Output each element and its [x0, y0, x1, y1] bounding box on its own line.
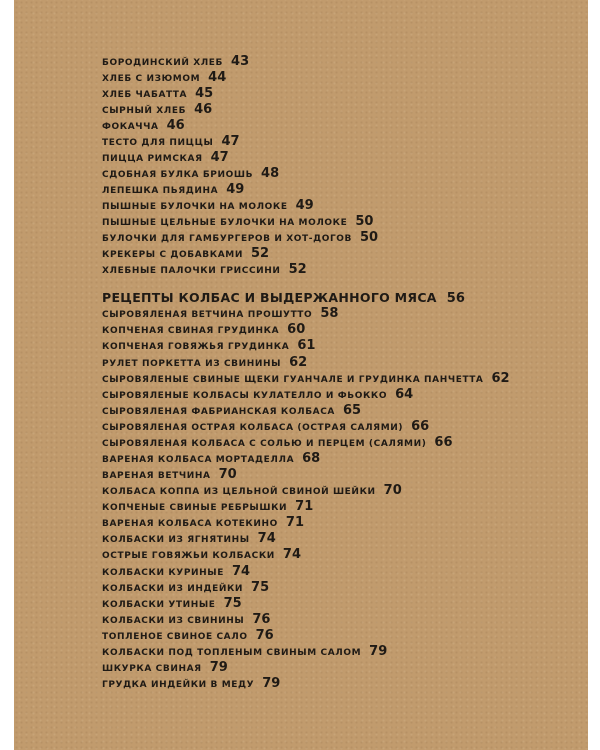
toc-entry-page: 43 — [231, 54, 250, 69]
toc-entry-page: 46 — [166, 118, 185, 133]
toc-entry-page: 49 — [226, 182, 245, 197]
toc-entry — [102, 499, 313, 514]
toc-entry-title: ПЫШНЫЕ ЦЕЛЬНЫЕ БУЛОЧКИ НА МОЛОКЕ — [102, 218, 348, 228]
toc-entry-title: КОПЧЕНЫЕ СВИНЫЕ РЕБРЫШКИ — [102, 503, 288, 513]
toc-entry — [102, 403, 361, 418]
toc-entry-page: 46 — [194, 102, 213, 117]
toc-entry — [102, 86, 213, 101]
toc-entry-page: 49 — [295, 198, 314, 213]
toc-entry — [102, 214, 373, 229]
toc-entry-page: 44 — [208, 70, 227, 85]
toc-entry — [102, 338, 315, 353]
toc-entry — [102, 467, 237, 482]
toc-entry-page: 66 — [434, 435, 453, 450]
toc-entry — [102, 676, 280, 691]
toc-entry-page: 47 — [210, 150, 229, 165]
toc-entry-title: КОЛБАСКИ КУРИНЫЕ — [102, 568, 224, 578]
toc-entry — [102, 612, 270, 627]
toc-entry-title: КОЛБАСКИ УТИНЫЕ — [102, 600, 216, 610]
section-page: 56 — [446, 291, 465, 306]
toc-entry-page: 58 — [320, 306, 339, 321]
toc-entry — [102, 182, 244, 197]
toc-entry — [102, 419, 429, 434]
toc-entry — [102, 547, 301, 562]
toc-entry — [102, 102, 212, 117]
toc-entry-title: СЫРОВЯЛЕНАЯ ОСТРАЯ КОЛБАСА (ОСТРАЯ САЛЯМИ) — [102, 423, 404, 433]
toc-entry-page: 47 — [221, 134, 240, 149]
toc-entry — [102, 150, 229, 165]
toc-entry-title: ЛЕПЕШКА ПЬЯДИНА — [102, 186, 219, 196]
toc-entry-page: 74 — [282, 547, 302, 562]
toc-entry — [102, 306, 338, 321]
toc-entry-page: 79 — [209, 660, 228, 675]
toc-entry-page: 66 — [411, 419, 430, 434]
toc-entry-page: 61 — [297, 338, 316, 353]
toc-entry — [102, 660, 228, 675]
toc-entry — [102, 166, 279, 181]
toc-entry-title: РУЛЕТ ПОРКЕТТА ИЗ СВИНИНЫ — [102, 359, 282, 369]
toc-entry-title: ХЛЕБ С ИЗЮМОМ — [102, 74, 201, 84]
toc-section-heading — [102, 290, 465, 306]
toc-entry-title: ТОПЛЕНОЕ СВИНОЕ САЛО — [102, 632, 248, 642]
toc-entry-title: ВАРЕНАЯ ВЕТЧИНА — [102, 471, 211, 481]
toc-entry-title: КОЛБАСКИ ИЗ ИНДЕЙКИ — [102, 584, 244, 594]
toc-entry — [102, 531, 276, 546]
toc-entry-title: БОРОДИНСКИЙ ХЛЕБ — [102, 58, 224, 68]
cardboard-page — [14, 0, 588, 750]
toc-entry-page: 64 — [395, 387, 414, 402]
toc-entry-page: 74 — [257, 531, 276, 546]
toc-entry-title: ТЕСТО ДЛЯ ПИЦЦЫ — [102, 138, 214, 148]
toc-entry-page: 48 — [261, 166, 280, 181]
toc-entry — [102, 387, 413, 402]
toc-entry — [102, 54, 249, 69]
toc-entry-page: 71 — [285, 515, 305, 530]
toc-entry-page: 75 — [223, 596, 242, 611]
toc-entry — [102, 644, 387, 659]
toc-entry-page: 52 — [288, 262, 307, 277]
toc-entry — [102, 198, 314, 213]
toc-entry-title: СЫРОВЯЛЕНЫЕ КОЛБАСЫ КУЛАТЕЛЛО И ФЬОККО — [102, 391, 388, 401]
toc-entry-title: ШКУРКА СВИНАЯ — [102, 664, 202, 674]
toc-entry-title: СЫРОВЯЛЕНАЯ ФАБРИАНСКАЯ КОЛБАСА — [102, 407, 335, 417]
toc-entry-page: 52 — [250, 246, 270, 261]
toc-entry-page: 79 — [262, 676, 281, 691]
toc-entry — [102, 246, 269, 261]
toc-entry-title: СДОБНАЯ БУЛКА БРИОШЬ — [102, 170, 254, 180]
toc-entry-page: 71 — [295, 499, 314, 514]
toc-entry-title: ХЛЕБНЫЕ ПАЛОЧКИ ГРИССИНИ — [102, 266, 281, 276]
toc-entry-title: ПЫШНЫЕ БУЛОЧКИ НА МОЛОКЕ — [102, 202, 288, 212]
toc-entry-title: КОПЧЕНАЯ ГОВЯЖЬЯ ГРУДИНКА — [102, 342, 290, 352]
toc-entry — [102, 515, 304, 530]
toc-entry-title: СЫРОВЯЛЕНАЯ КОЛБАСА С СОЛЬЮ И ПЕРЦЕМ (САЛЯМИ) — [102, 439, 427, 449]
toc-entry-page: 45 — [195, 86, 214, 101]
toc-entry-page: 68 — [302, 451, 321, 466]
toc-entry-page: 76 — [252, 612, 271, 627]
toc-entry-title: ВАРЕНАЯ КОЛБАСА КОТЕКИНО — [102, 519, 278, 529]
toc-entry-title: ОСТРЫЕ ГОВЯЖЬИ КОЛБАСКИ — [102, 551, 275, 561]
toc-entry-page: 60 — [287, 322, 306, 337]
toc-entry-title: КОПЧЕНАЯ СВИНАЯ ГРУДИНКА — [102, 326, 280, 336]
toc-entry-title: ФОКАЧЧА — [102, 122, 159, 132]
toc-entry-title: БУЛОЧКИ ДЛЯ ГАМБУРГЕРОВ И ХОТ-ДОГОВ — [102, 234, 352, 244]
toc-entry — [102, 355, 307, 370]
toc-entry-page: 74 — [231, 564, 251, 579]
toc-entry-title: СЫРОВЯЛЕНЫЕ СВИНЫЕ ЩЕКИ ГУАНЧАЛЕ И ГРУДИНКА ПАНЧЕТТА — [102, 375, 484, 385]
toc-entry — [102, 118, 185, 133]
toc-entry-title: КОЛБАСКИ ИЗ СВИНИНЫ — [102, 616, 245, 626]
toc-entry-page: 75 — [251, 580, 270, 595]
toc-entry-page: 50 — [360, 230, 379, 245]
section-title: РЕЦЕПТЫ КОЛБАС И ВЫДЕРЖАННОГО МЯСА — [102, 290, 437, 305]
toc-entry — [102, 322, 305, 337]
toc-entry — [102, 70, 226, 85]
toc-entry-title: КОЛБАСКИ ПОД ТОПЛЕНЫМ СВИНЫМ САЛОМ — [102, 648, 362, 658]
toc-entry — [102, 134, 240, 149]
toc-entry-page: 62 — [491, 371, 510, 386]
toc-entry-title: КРЕКЕРЫ С ДОБАВКАМИ — [102, 250, 243, 260]
toc-entry-title: ГРУДКА ИНДЕЙКИ В МЕДУ — [102, 680, 255, 690]
toc-entry — [102, 580, 269, 595]
toc-entry-page: 70 — [218, 467, 237, 482]
toc-entry-title: СЫРОВЯЛЕНАЯ ВЕТЧИНА ПРОШУТТО — [102, 310, 313, 320]
toc-entry-page: 79 — [369, 644, 388, 659]
toc-entry — [102, 371, 510, 386]
toc-entry — [102, 230, 378, 245]
toc-entry-title: СЫРНЫЙ ХЛЕБ — [102, 106, 187, 116]
toc-entry — [102, 262, 307, 277]
toc-entry-page: 62 — [289, 355, 308, 370]
toc-entry — [102, 596, 242, 611]
toc-entry-page: 65 — [343, 403, 362, 418]
toc-entry-page: 70 — [383, 483, 402, 498]
toc-entry-page: 76 — [255, 628, 274, 643]
toc-entry-title: КОЛБАСКИ ИЗ ЯГНЯТИНЫ — [102, 535, 250, 545]
toc-entry — [102, 451, 320, 466]
toc-entry-title: КОЛБАСА КОППА ИЗ ЦЕЛЬНОЙ СВИНОЙ ШЕЙКИ — [102, 487, 376, 497]
toc-entry-title: ПИЦЦА РИМСКАЯ — [102, 154, 203, 164]
toc-entry — [102, 483, 402, 498]
toc-entry-page: 50 — [355, 214, 374, 229]
toc-entry-title: ХЛЕБ ЧАБАТТА — [102, 90, 188, 100]
toc-entry — [102, 435, 453, 450]
toc-entry-title: ВАРЕНАЯ КОЛБАСА МОРТАДЕЛЛА — [102, 455, 295, 465]
toc-entry — [102, 628, 274, 643]
toc-entry — [102, 564, 250, 579]
